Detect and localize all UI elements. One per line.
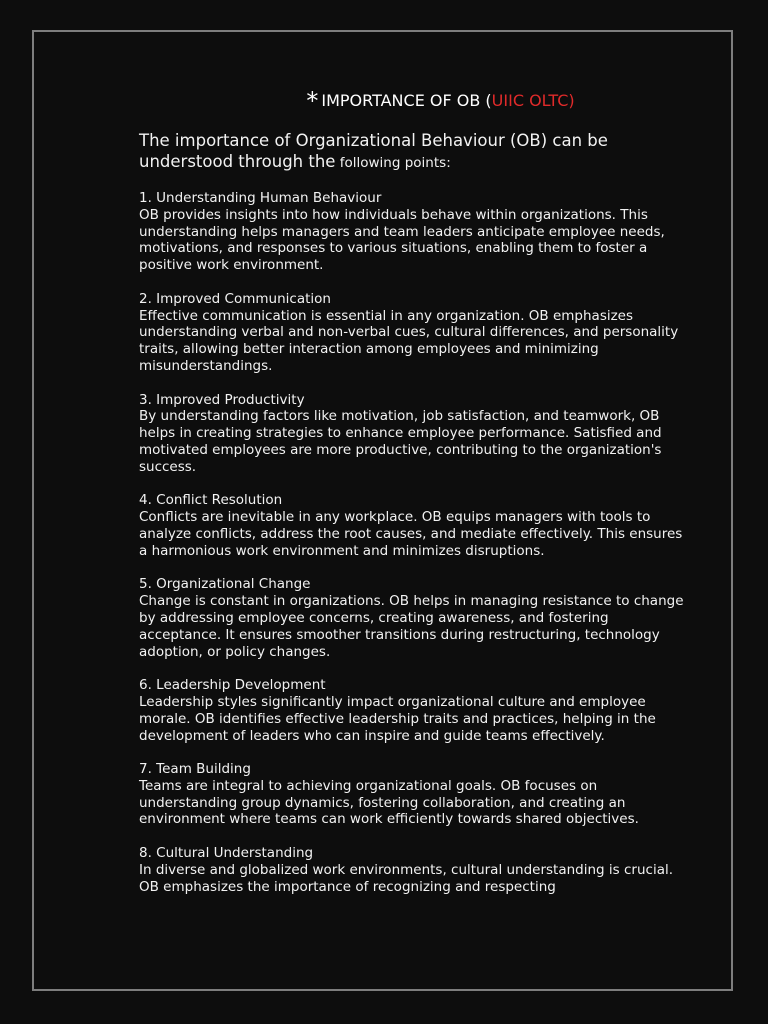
point-body: Leadership styles significantly impact organizational culture and employee morale. OB identifies effective leadership traits and practices, helping in the development of leaders who can inspire and guide teams effectively. xyxy=(139,693,656,744)
point-body: Effective communication is essential in any organization. OB emphasizes understanding verbal and non-verbal cues, cultural differences, and personality traits, allowing better interaction among employees and minimizing misunderstandings. xyxy=(139,307,679,374)
point-item xyxy=(139,492,684,559)
points-list xyxy=(139,190,684,895)
point-heading: 4. Conflict Resolution xyxy=(139,492,283,509)
title-asterisk: * xyxy=(306,87,319,115)
point-heading: 3. Improved Productivity xyxy=(139,391,305,408)
point-body: Conflicts are inevitable in any workplace. OB equips managers with tools to analyze conflicts, address the root causes, and mediate effectively. This ensures a harmonious work environment and minimizes disruptions. xyxy=(139,509,683,559)
point-heading: 1. Understanding Human Behaviour xyxy=(139,190,382,206)
point-item xyxy=(139,845,684,895)
page-title xyxy=(197,88,684,114)
point-item xyxy=(139,190,684,274)
point-body: Teams are integral to achieving organizational goals. OB focuses on understanding group dynamics, fostering collaboration, and creating an environment where teams can work efficiently towards shared objectives. xyxy=(139,777,639,828)
point-heading: 8. Cultural Understanding xyxy=(139,845,314,862)
title-text: IMPORTANCE OF OB ( xyxy=(321,91,492,110)
point-heading: 5. Organizational Change xyxy=(139,576,311,593)
point-item xyxy=(139,677,684,744)
title-highlight: UIIC OLTC) xyxy=(491,91,575,110)
point-item xyxy=(139,761,684,828)
intro-tail-text: following points: xyxy=(335,155,451,171)
point-body: Change is constant in organizations. OB helps in managing resistance to change by addressing employee concerns, creating awareness, and fostering acceptance. It ensures smoother transitions during restructuring, technology adoption, or policy changes. xyxy=(139,593,684,660)
point-item xyxy=(139,291,684,375)
point-item xyxy=(139,392,684,476)
intro-main-text: The importance of Organizational Behaviour (OB) can be understood through the xyxy=(139,131,608,171)
point-heading: 6. Leadership Development xyxy=(139,677,326,694)
document-content xyxy=(139,88,684,912)
point-body: OB provides insights into how individuals behave within organizations. This understanding helps managers and team leaders anticipate employee needs, motivations, and responses to various situations, enabling them to foster a positive work environment. xyxy=(139,206,665,274)
point-item xyxy=(139,576,684,660)
point-body: In diverse and globalized work environments, cultural understanding is crucial. OB emphasizes the importance of recognizing and respecting xyxy=(139,861,674,895)
point-body: By understanding factors like motivation, job satisfaction, and teamwork, OB helps in creating strategies to enhance employee performance. Satisfied and motivated employees are more productive, contributing to the organization's success. xyxy=(139,408,662,475)
point-heading: 7. Team Building xyxy=(139,761,251,778)
point-heading: 2. Improved Communication xyxy=(139,290,331,307)
intro-paragraph xyxy=(139,130,684,174)
